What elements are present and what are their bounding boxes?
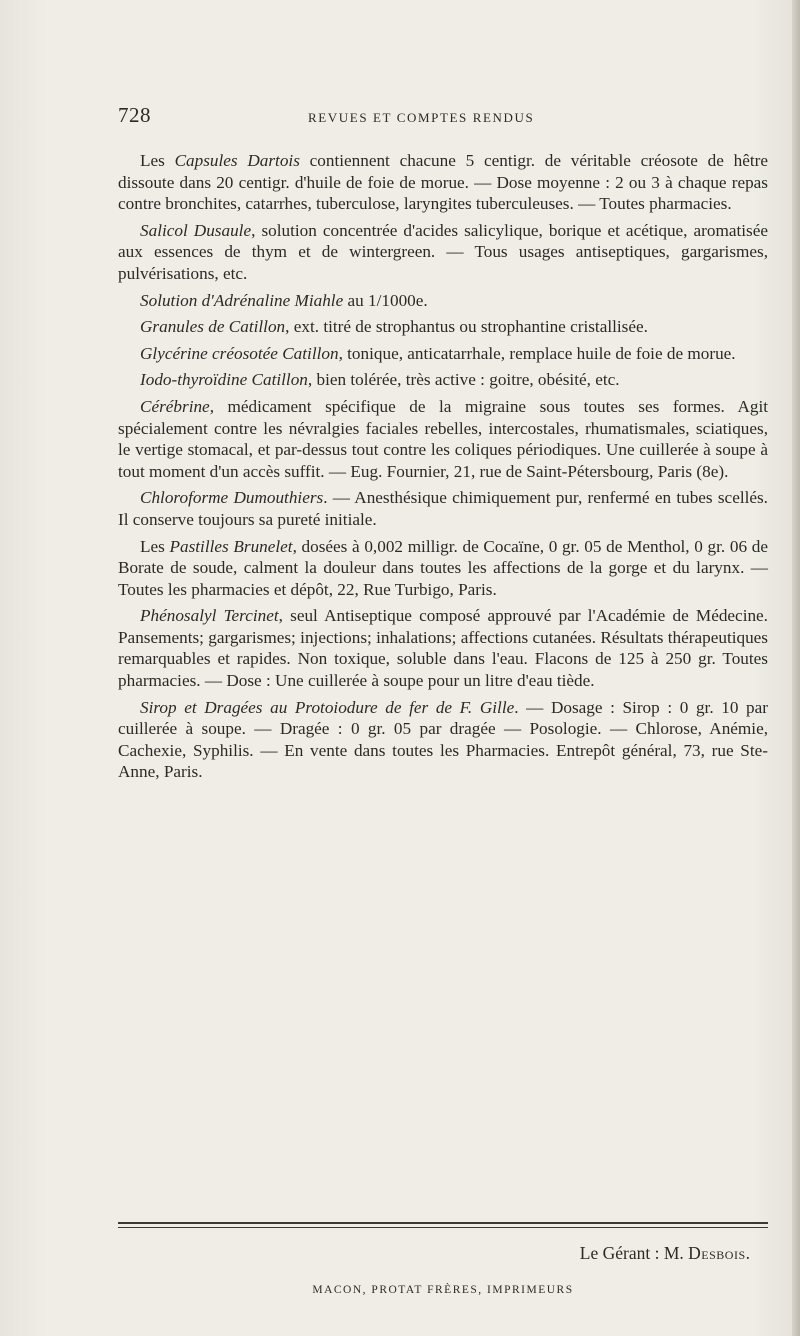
printer-imprint: MACON, PROTAT FRÈRES, IMPRIMEURS bbox=[312, 1284, 574, 1296]
paragraph-text: , bien tolérée, très active : goitre, obésité, etc. bbox=[307, 370, 620, 390]
paragraph-text: , solution concentrée d'acides salicylique, borique et acétique, aromatisée aux essences de thym et de wintergreen. — Tous usages antiseptiques, gargarismes, pulvérisations, etc. bbox=[118, 220, 768, 283]
product-name: Solution d'Adrénaline Miahle bbox=[140, 290, 344, 310]
product-name: Pastilles Brunelet bbox=[169, 536, 293, 556]
product-name: Chloroforme Dumouthiers bbox=[140, 488, 324, 508]
paragraph-text: , dosées à 0,002 milligr. de Cocaïne, 0 gr. 05 de Menthol, 0 gr. 06 de Borate de soude, calment la douleur dans toutes les affections de la gorge et du larynx. — Toutes les pharmacies et dépôt, 22, Rue Turbigo, Paris. bbox=[118, 536, 768, 599]
paragraph-capsules-dartois bbox=[118, 150, 768, 215]
product-name: Sirop et Dragées au Protoiodure de fer de F. Gille bbox=[140, 697, 515, 717]
product-name: Salicol Dusaule bbox=[140, 220, 252, 240]
paragraph-phenosalyl-tercinet bbox=[118, 605, 768, 691]
page-edge-shadow bbox=[792, 0, 800, 1336]
paragraph-sirop-gille bbox=[118, 697, 768, 783]
paragraph-glycerine-catillon bbox=[118, 343, 768, 365]
gerant-label: Le Gérant : M. bbox=[579, 1243, 689, 1263]
product-name: Capsules Dartois bbox=[174, 151, 300, 170]
page-number: 728 bbox=[118, 103, 151, 127]
gerant-end: . bbox=[745, 1243, 750, 1263]
footer-rule bbox=[118, 1222, 768, 1228]
product-name: Phénosalyl Tercinet bbox=[140, 606, 279, 626]
rule-thin bbox=[118, 1227, 768, 1228]
paragraph-text: , ext. titré de strophantus ou strophantine cristallisée. bbox=[285, 317, 648, 337]
paragraph-iodo-thyroidine bbox=[118, 369, 768, 391]
product-name: Granules de Catillon bbox=[140, 317, 286, 337]
paragraph-lead: Les bbox=[140, 151, 175, 170]
paragraph-text: . — Dosage : Sirop : 0 gr. 10 par cuillerée à soupe. — Dragée : 0 gr. 05 par dragée — Posologie. — Chlorose, Anémie, Cachexie, Syphilis. — En vente dans toutes les Pharmacies. Entrepôt général, 73, rue Ste-Anne, Paris. bbox=[118, 697, 768, 782]
product-name: Glycérine créosotée Catillon bbox=[140, 343, 339, 363]
paragraph-pastilles-brunelet bbox=[118, 536, 768, 601]
paragraph-cerebrine bbox=[118, 396, 768, 482]
paragraph-text: . — Anesthésique chimiquement pur, renfermé en tubes scellés. Il conserve toujours sa pureté initiale. bbox=[118, 488, 768, 529]
running-title: REVUES ET COMPTES RENDUS bbox=[308, 110, 535, 125]
gerant-signature bbox=[118, 1243, 768, 1264]
paragraph-chloroforme-dumouthiers bbox=[118, 487, 768, 530]
page-header bbox=[118, 103, 768, 133]
paragraph-salicol-dusaule bbox=[118, 220, 768, 285]
paragraph-text: , médicament spécifique de la migraine sous toutes ses formes. Agit spécialement contre les névralgies faciales rebelles, intercostales, rhumatismales, sciatiques, le vertige stomacal, et par-dessus tout contre les coliques périodiques. Une cuillerée à soupe à tout moment d'un accès suffit. — Eug. Fournier, 21, rue de Saint-Pétersbourg, Paris (8e). bbox=[118, 396, 768, 481]
paragraph-granules-catillon bbox=[118, 316, 768, 338]
paragraph-text: , seul Antiseptique composé approuvé par l'Académie de Médecine. Pansements; gargarismes; injections; inhalations; affections cutanées. Résultats thérapeutiques remarquables et rapides. Non toxique, soluble dans l'eau. Flacons de 125 à 250 gr. Toutes pharmacies. — Dose : Une cuillerée à soupe pour un litre d'eau tiède. bbox=[118, 606, 768, 691]
paragraph-text: , tonique, anticatarrhale, remplace huile de foie de morue. bbox=[338, 343, 736, 363]
body-text bbox=[118, 150, 768, 788]
product-name: Iodo-thyroïdine Catillon bbox=[140, 370, 308, 390]
paragraph-text: au 1/1000e. bbox=[343, 290, 428, 310]
rule-thick bbox=[118, 1222, 768, 1224]
paragraph-text: contiennent chacune 5 centigr. de véritable créosote de hêtre dissoute dans 20 centigr. d'huile de foie de morue. — Dose moyenne : 2 ou 3 à chaque repas contre bronchites, catarrhes, tuberculose, laryngites tuberculeuses. — Toutes pharmacies. bbox=[118, 151, 768, 214]
gerant-name: Desbois bbox=[688, 1243, 746, 1263]
product-name: Cérébrine bbox=[140, 396, 210, 416]
paragraph-adrenaline-miahle bbox=[118, 290, 768, 312]
paragraph-lead: Les bbox=[140, 536, 170, 556]
